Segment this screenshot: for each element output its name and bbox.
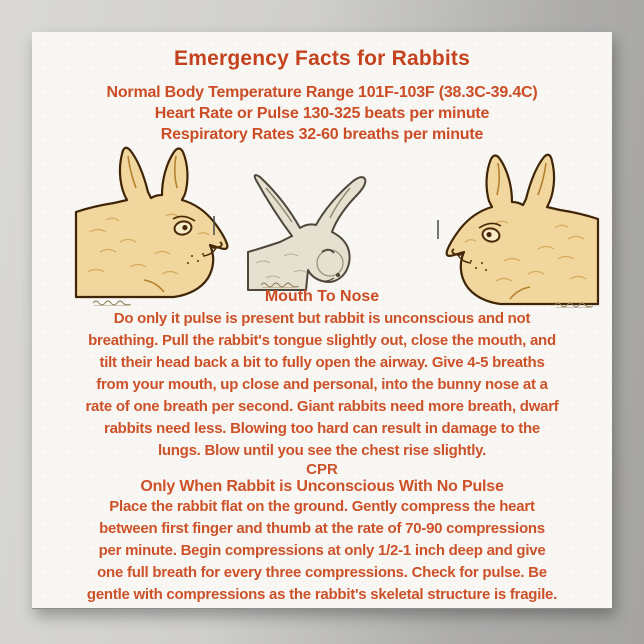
page-title: Emergency Facts for Rabbits: [174, 47, 470, 70]
cpr-heading: CPR: [306, 461, 338, 478]
rabbit-middle-illustration: [246, 168, 392, 292]
stray-mark-left: [213, 216, 215, 235]
rabbit-right-illustration: [434, 149, 604, 306]
stray-mark-right: [437, 220, 439, 239]
paragraph-line: tilt their head back a bit to fully open the airway. Give 4-5 breaths: [99, 354, 545, 371]
fact-line-temperature: Normal Body Temperature Range 101F-103F (38.3C-39.4C): [106, 84, 538, 101]
mouth-to-nose-caption: Mouth To Nose: [264, 288, 380, 305]
paragraph-line: rabbits need less. Blowing too hard can result in damage to the: [104, 420, 540, 437]
mouth-to-nose-paragraph: [32, 308, 612, 462]
cpr-condition: Only When Rabbit is Unconscious With No Pulse: [140, 478, 504, 495]
paragraph-line: per minute. Begin compressions at only 1/2-1 inch deep and give: [98, 542, 546, 559]
paragraph-line: from your mouth, up close and personal, into the bunny nose at a: [96, 376, 548, 393]
paragraph-line: rate of one breath per second. Giant rabbits need more breath, dwarf: [85, 398, 559, 415]
cpr-paragraph: [32, 496, 612, 606]
fact-line-heart-rate: Heart Rate or Pulse 130-325 beats per minute: [154, 105, 490, 122]
paragraph-line: breathing. Pull the rabbit's tongue slightly out, close the mouth, and: [88, 332, 556, 349]
vital-facts: [32, 82, 612, 145]
paragraph-line: between first finger and thumb at the rate of 70-90 compressions: [99, 520, 545, 537]
paragraph-line: Do only it pulse is present but rabbit is unconscious and not: [113, 310, 531, 327]
paragraph-line: one full breath for every three compressions. Check for pulse. Be: [97, 564, 547, 581]
paragraph-line: lungs. Blow until you see the chest rise slightly.: [157, 442, 487, 459]
fact-line-respiratory: Respiratory Rates 32-60 breaths per minute: [160, 126, 484, 143]
paragraph-line: gentle with compressions as the rabbit's skeletal structure is fragile.: [86, 586, 558, 603]
poster: [32, 32, 612, 608]
paragraph-line: Place the rabbit flat on the ground. Gently compress the heart: [109, 498, 535, 515]
